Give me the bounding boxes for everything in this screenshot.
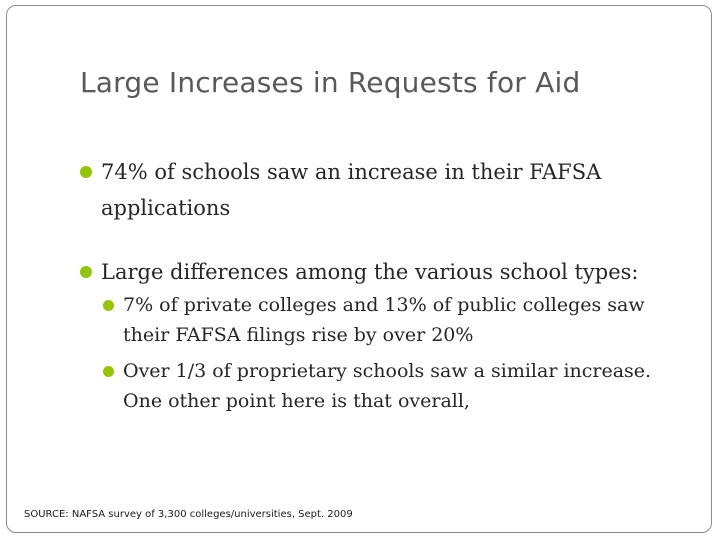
bullet-dot-icon [103,300,114,311]
sub-bullet-text: 7% of private colleges and 13% of public colleges saw their FAFSA filings rise by over 20% [123,294,645,346]
slide-title: Large Increases in Requests for Aid [80,66,581,99]
sub-bullet-item [103,356,688,416]
bullet-item [80,254,670,290]
bullet-text: 74% of schools saw an increase in their FAFSA applications [101,160,602,220]
sub-bullet-text: Over 1/3 of proprietary schools saw a similar increase. One other point here is that overall, [123,360,652,412]
bullet-text: Large differences among the various school types: [101,260,639,284]
bullet-dot-icon [103,366,114,377]
bullet-dot-icon [80,266,92,278]
bullet-item [80,154,670,226]
source-note: SOURCE: NAFSA survey of 3,300 colleges/universities, Sept. 2009 [24,509,353,520]
bullet-dot-icon [80,166,92,178]
sub-bullet-item [103,290,688,350]
